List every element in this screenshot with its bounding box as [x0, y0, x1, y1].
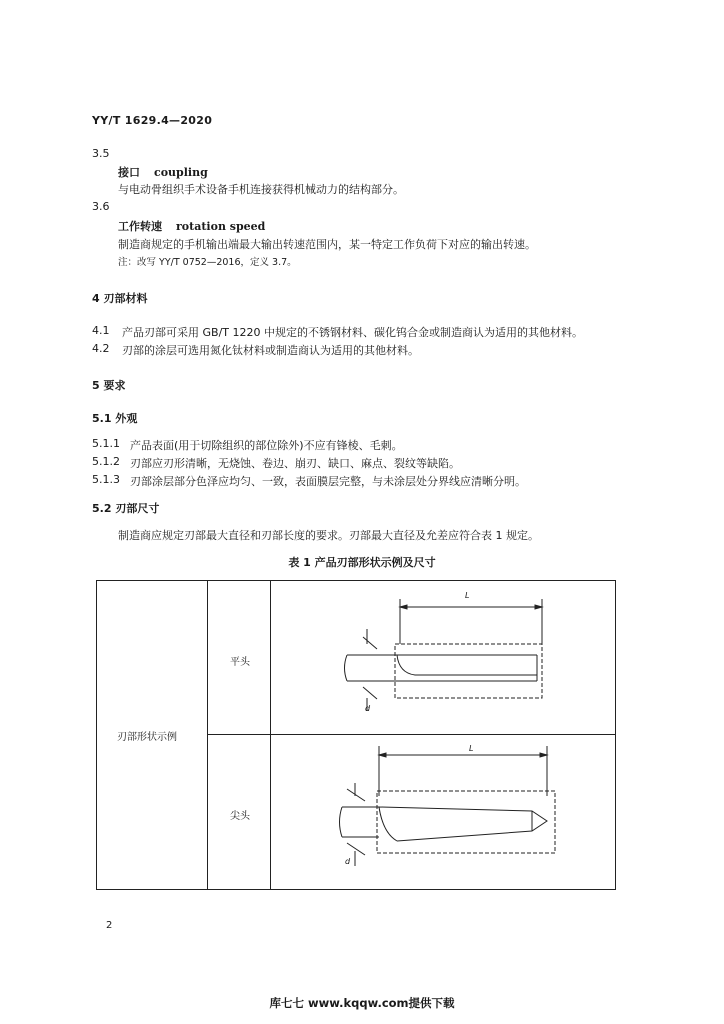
table-divider: [270, 581, 271, 889]
clause-5-2-heading: 5.2 刃部尺寸: [92, 502, 160, 515]
flat-tip-drawing: [337, 589, 557, 719]
table-divider: [207, 734, 615, 735]
term-en: coupling: [154, 166, 208, 179]
table-divider: [207, 581, 208, 889]
pointed-tip-drawing: [337, 741, 567, 871]
clause-3-6-number: 3.6: [92, 200, 110, 213]
term-en: rotation speed: [176, 220, 266, 233]
clause-3-6-term: [118, 218, 265, 234]
footer-download-note: 库七七 www.kqqw.com提供下载: [269, 996, 455, 1010]
page-number: 2: [106, 920, 113, 931]
clause-4-2-text: 刃部的涂层可选用氮化钛材料或制造商认为适用的其他材料。: [122, 344, 419, 357]
row-label-blade-shape: 刃部形状示例: [117, 732, 177, 743]
label-pointed-tip: 尖头: [230, 811, 250, 822]
clause-5-1-2-number: 5.1.2: [92, 455, 120, 468]
chapter-5-heading: 5 要求: [92, 379, 126, 392]
clause-4-2-number: 4.2: [92, 342, 110, 355]
shape-table: [96, 580, 616, 890]
chapter-4-heading: 4 刃部材料: [92, 292, 148, 305]
clause-5-1-3-number: 5.1.3: [92, 473, 120, 486]
clause-3-5-number: 3.5: [92, 147, 110, 160]
dim-L-flat: L: [465, 591, 470, 600]
dim-L-pointed: L: [469, 744, 474, 753]
clause-3-5-definition: 与电动骨组织手术设备手机连接获得机械动力的结构部分。: [118, 183, 404, 196]
clause-5-1-1-number: 5.1.1: [92, 437, 120, 450]
clause-4-1-number: 4.1: [92, 324, 110, 337]
clause-4-1-text: 产品刃部可采用 GB/T 1220 中规定的不锈钢材料、碳化钨合金或制造商认为适用的其他材料。: [122, 326, 583, 339]
term-cn: 工作转速: [118, 220, 162, 233]
clause-5-1-2-text: 刃部应刃形清晰，无烧蚀、卷边、崩刃、缺口、麻点、裂纹等缺陷。: [130, 457, 460, 470]
clause-5-2-text: 制造商应规定刃部最大直径和刃部长度的要求。刃部最大直径及允差应符合表 1 规定。: [118, 529, 539, 542]
dim-d-flat: d: [365, 704, 371, 713]
clause-3-5-term: [118, 164, 208, 180]
clause-5-1-3-text: 刃部涂层部分色泽应均匀、一致，表面膜层完整，与未涂层处分界线应清晰分明。: [130, 475, 526, 488]
clause-5-1-heading: 5.1 外观: [92, 412, 138, 425]
clause-3-6-note: 注：改写 YY/T 0752—2016，定义 3.7。: [118, 257, 297, 268]
table-caption: 表 1 产品刃部形状示例及尺寸: [288, 556, 436, 569]
clause-5-1-1-text: 产品表面(用于切除组织的部位除外)不应有锋棱、毛刺。: [130, 439, 403, 452]
term-cn: 接口: [118, 166, 140, 179]
clause-3-6-definition: 制造商规定的手机输出端最大输出转速范围内，某一特定工作负荷下对应的输出转速。: [118, 238, 536, 251]
dim-d-pointed: d: [345, 857, 351, 866]
standard-number: YY/T 1629.4—2020: [92, 114, 213, 127]
label-flat-tip: 平头: [230, 657, 250, 668]
